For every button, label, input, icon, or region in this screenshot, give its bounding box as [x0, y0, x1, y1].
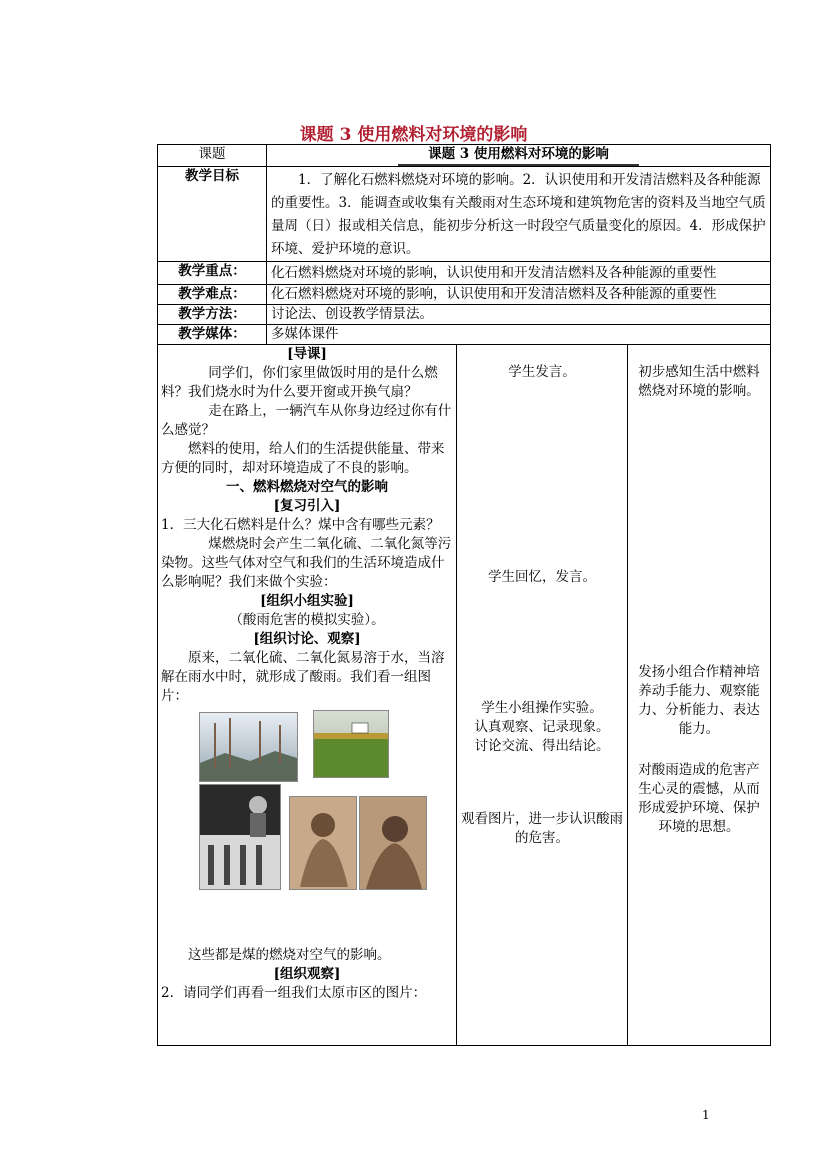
method-row — [158, 305, 771, 325]
document-title: 课题 3 使用燃料对环境的影响 — [299, 125, 528, 145]
dead-forest-image — [199, 712, 298, 782]
topic-row — [158, 145, 771, 167]
section-group-experiment: [组织小组实验] — [260, 593, 354, 609]
content-row — [158, 345, 771, 1046]
student-note: 讨论交流、得出结论。 — [474, 738, 610, 754]
section-discuss: [组织讨论、观察] — [253, 631, 361, 647]
section-review: [复习引入] — [273, 498, 341, 514]
key-row — [158, 262, 771, 285]
field-image — [313, 710, 389, 778]
experiment-name: （酸雨危害的模拟实验）。 — [229, 612, 385, 628]
intent-note: 发扬小组合作精神培养动手能力、观察能力、分析能力、表达能力。 — [638, 664, 760, 737]
topic-value-cell — [267, 145, 771, 167]
key-text: 化石燃料燃烧对环境的影响，认识使用和开发清洁燃料及各种能源的重要性 — [267, 262, 771, 285]
difficulty-label: 教学难点： — [158, 285, 267, 305]
media-text: 多媒体课件 — [267, 325, 771, 345]
goal-text: 1．了解化石燃料燃烧对环境的影响。2．认识使用和开发清洁燃料及各种能源的重要性。3．能调查或收集有关酸雨对生态环境和建筑物危害的资料及当地空气质量周（日）报或相关信息，能初步分析这一时段空气质量变化的原因。4．形成保护环境、爱护环境的意识。 — [267, 167, 771, 262]
media-label: 教学媒体： — [158, 325, 267, 345]
method-label: 教学方法： — [158, 305, 267, 325]
page-number: 1 — [702, 1108, 710, 1122]
section-heading: 一、燃料燃烧对空气的影响 — [226, 479, 388, 495]
sculpture-image-1 — [289, 796, 357, 890]
student-note: 认真观察、记录现象。 — [474, 719, 610, 735]
paragraph: 这些都是煤的燃烧对空气的影响。 — [188, 947, 391, 963]
paragraph: 原来，二氧化硫、二氧化氮易溶于水，当溶解在雨水中时，就形成了酸雨。我们看一组图片： — [161, 650, 445, 704]
method-text: 讨论法、创设教学情景法。 — [267, 305, 771, 325]
section-daoke: [导课] — [287, 346, 327, 362]
key-label: 教学重点： — [158, 262, 267, 285]
teacher-activity-cell — [158, 345, 457, 1046]
intent-note: 初步感知生活中燃料燃烧对环境的影响。 — [638, 364, 760, 399]
goal-row — [158, 167, 771, 262]
student-note: 学生小组操作实验。 — [481, 700, 603, 716]
paragraph: 同学们，你们家里做饭时用的是什么燃料？我们烧水时为什么要开窗或开换气扇？ — [161, 365, 438, 400]
difficulty-row — [158, 285, 771, 305]
question-2: 2．请同学们再看一组我们太原市区的图片： — [161, 985, 427, 1001]
topic-label: 课题 — [158, 145, 267, 167]
difficulty-text: 化石燃料燃烧对环境的影响，认识使用和开发清洁燃料及各种能源的重要性 — [267, 285, 771, 305]
student-note: 观看图片，进一步认识酸雨的危害。 — [461, 811, 623, 846]
paragraph: 燃料的使用，给人们的生活提供能量、带来方便的同时，却对环境造成了不良的影响。 — [161, 441, 445, 476]
acid-rain-images — [161, 706, 453, 906]
lesson-plan-table — [157, 144, 771, 1046]
sculpture-image-2 — [359, 796, 427, 890]
intent-note: 对酸雨造成的危害产生心灵的震憾，从而形成爱护环境、保护环境的思想。 — [638, 762, 760, 835]
student-note: 学生回忆，发言。 — [488, 569, 596, 585]
section-observe: [组织观察] — [273, 966, 341, 982]
design-intent-cell — [628, 345, 771, 1046]
student-activity-cell — [457, 345, 628, 1046]
statue-image — [199, 784, 281, 890]
paragraph: 煤燃烧时会产生二氧化硫、二氧化氮等污染物。这些气体对空气和我们的生活环境造成什么影响呢？我们来做个实验： — [161, 536, 452, 590]
topic-value: 课题 3 使用燃料对环境的影响 — [398, 145, 639, 166]
question-1: 1．三大化石燃料是什么？煤中含有哪些元素？ — [161, 517, 440, 533]
goal-label: 教学目标 — [158, 167, 267, 262]
student-note: 学生发言。 — [508, 364, 576, 380]
paragraph: 走在路上，一辆汽车从你身边经过你有什么感觉？ — [161, 403, 452, 438]
media-row — [158, 325, 771, 345]
